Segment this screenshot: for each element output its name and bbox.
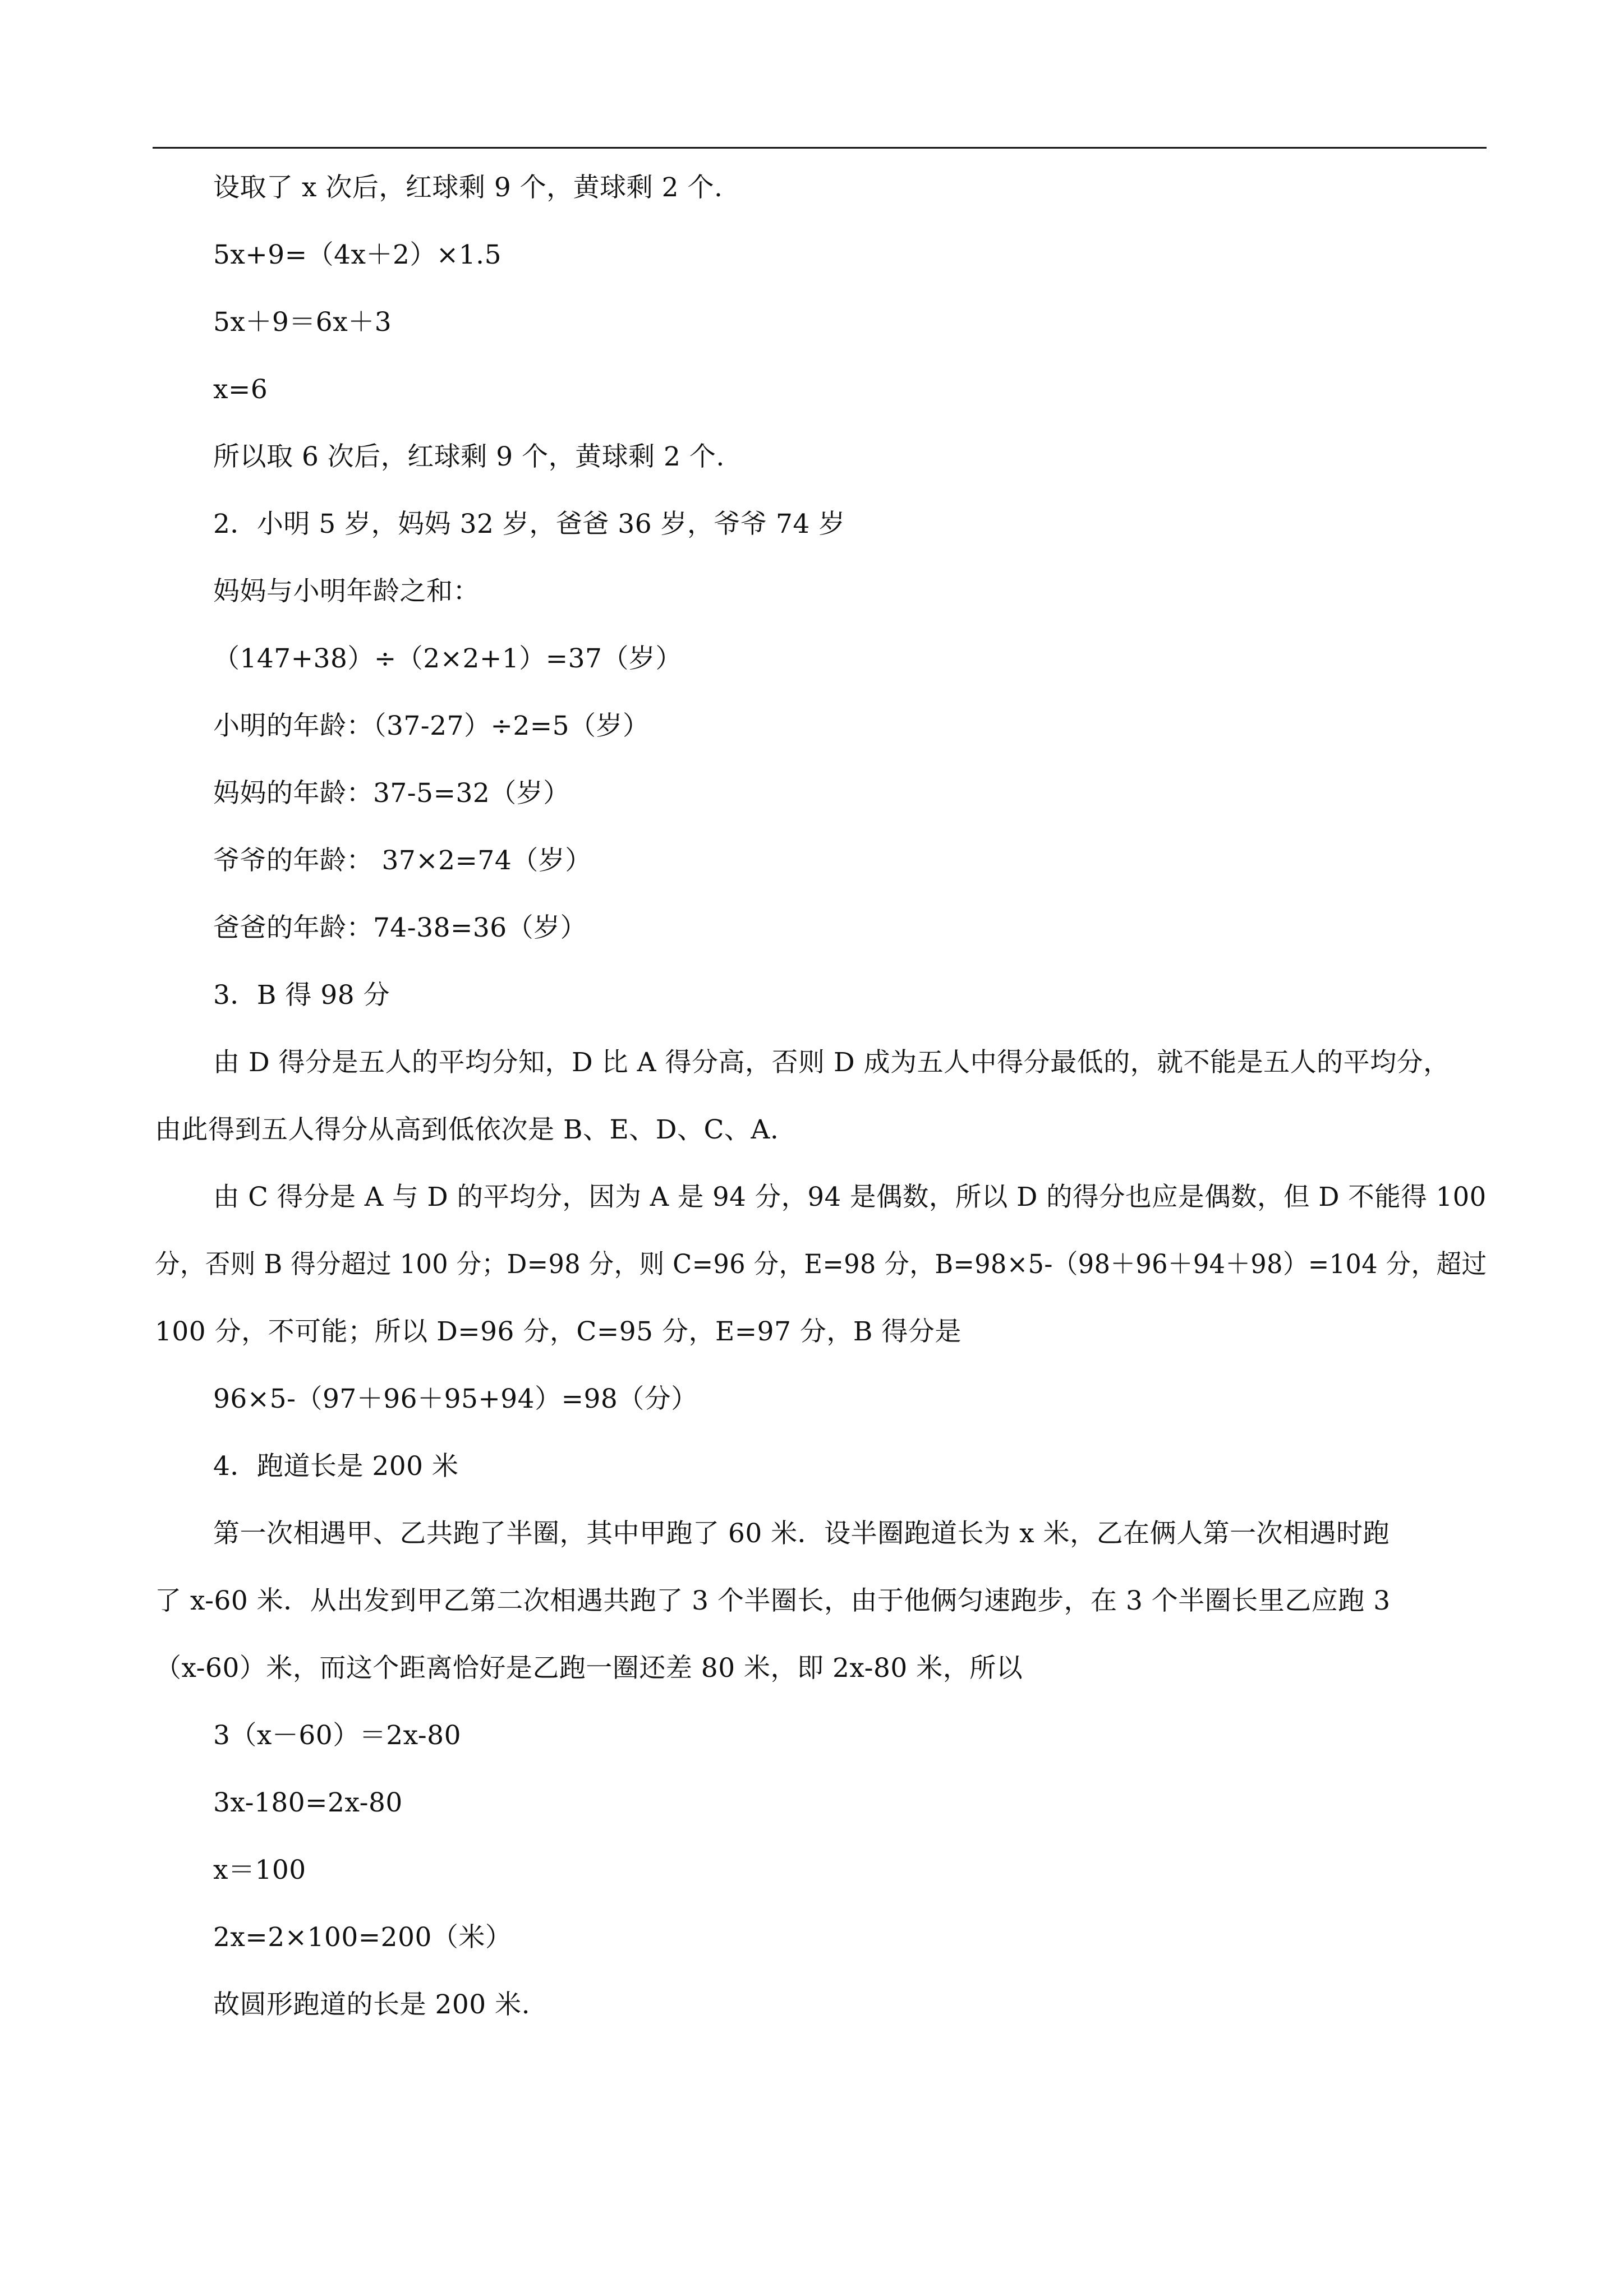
paragraph-line: 由 C 得分是 A 与 D 的平均分，因为 A 是 94 分，94 是偶数，所以 D 的得分也应是偶数，但 D 不能得 100 <box>213 1182 1487 1212</box>
answer-heading: 2．小明 5 岁，妈妈 32 岁，爸爸 36 岁，爷爷 74 岁 <box>213 509 845 540</box>
equation-line: 妈妈的年龄：37-5=32（岁） <box>213 778 570 809</box>
answer-heading: 4．跑道长是 200 米 <box>213 1451 459 1482</box>
equation-line: 5x+9=（4x＋2）×1.5 <box>213 239 502 270</box>
equation-line: 3（x－60）＝2x-80 <box>213 1720 461 1751</box>
paragraph-line: 由 D 得分是五人的平均分知，D 比 A 得分高，否则 D 成为五人中得分最低的，就不能是五人的平均分， <box>213 1047 1450 1078</box>
equation-line: 5x＋9＝6x＋3 <box>213 307 392 338</box>
equation-line: 3x-180=2x-80 <box>213 1787 403 1818</box>
paragraph-line: 了 x-60 米．从出发到甲乙第二次相遇共跑了 3 个半圈长，由于他俩匀速跑步，在 3 个半圈长里乙应跑 3 <box>155 1585 1391 1616</box>
answer-heading: 3．B 得 98 分 <box>213 980 390 1011</box>
equation-line: x＝100 <box>213 1855 306 1885</box>
equation-line: x=6 <box>213 374 268 405</box>
paragraph-line: 第一次相遇甲、乙共跑了半圈，其中甲跑了 60 米．设半圈跑道长为 x 米，乙在俩人第一次相遇时跑 <box>213 1518 1390 1549</box>
equation-line: 爷爷的年龄： 37×2=74（岁） <box>213 845 592 876</box>
equation-line: 2x=2×100=200（米） <box>213 1922 512 1953</box>
text-line: 设取了 x 次后，红球剩 9 个，黄球剩 2 个. <box>213 172 723 203</box>
paragraph-line: 由此得到五人得分从高到低依次是 B、E、D、C、A. <box>155 1114 779 1145</box>
equation-line: （147+38）÷（2×2+1）=37（岁） <box>213 643 682 674</box>
equation-line: 96×5-（97＋96＋95+94）=98（分） <box>213 1384 698 1414</box>
paragraph-line: 100 分，不可能；所以 D=96 分，C=95 分，E=97 分，B 得分是 <box>155 1316 961 1347</box>
equation-line: 小明的年龄：（37-27）÷2=5（岁） <box>213 711 650 741</box>
paragraph-line: 分，否则 B 得分超过 100 分；D=98 分，则 C=96 分，E=98 分，B=98×5-（98＋96＋94＋98）=104 分，超过 <box>155 1249 1487 1280</box>
header-rule <box>153 147 1487 149</box>
text-line: 妈妈与小明年龄之和： <box>213 576 480 607</box>
paragraph-line: （x-60）米，而这个距离恰好是乙跑一圈还差 80 米，即 2x-80 米，所以 <box>155 1653 1023 1684</box>
text-line: 所以取 6 次后，红球剩 9 个，黄球剩 2 个. <box>213 441 725 472</box>
equation-line: 爸爸的年龄：74-38=36（岁） <box>213 912 587 943</box>
text-line: 故圆形跑道的长是 200 米. <box>213 1989 531 2020</box>
